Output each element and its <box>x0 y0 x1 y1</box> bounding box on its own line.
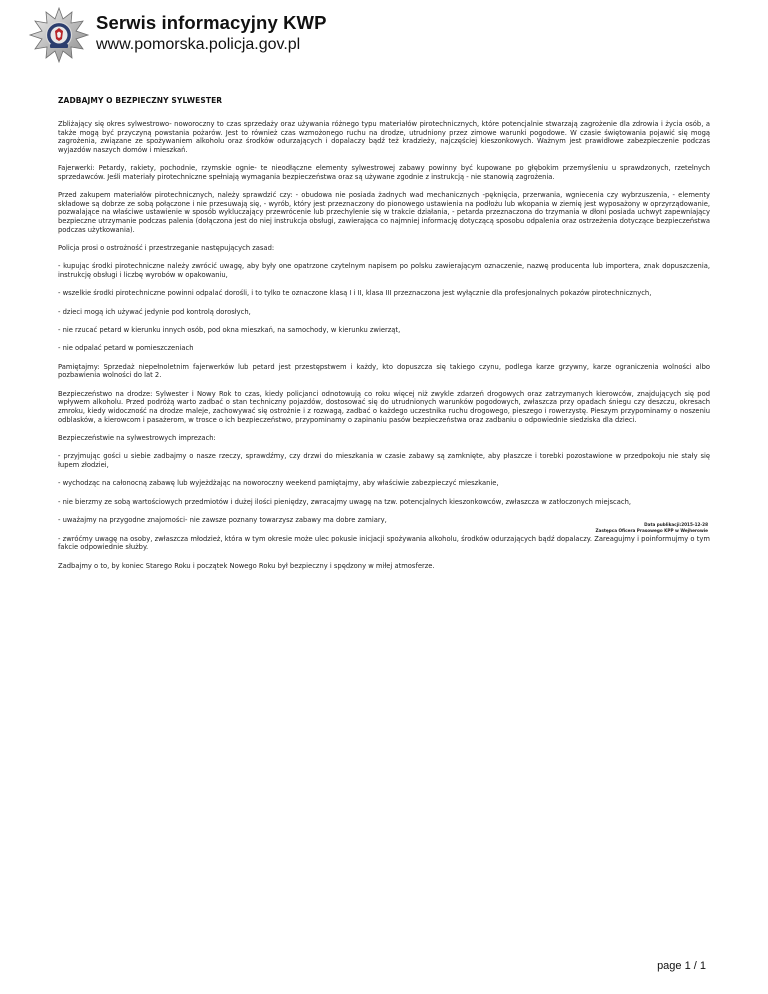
article-title: ZADBAJMY O BEZPIECZNY SYLWESTER <box>58 96 223 105</box>
paragraph-rule: - dzieci mogą ich używać jedynie pod kontrolą dorosłych, <box>58 307 251 316</box>
paragraph-party-rule: - przyjmując gości u siebie zadbajmy o nasze rzeczy, sprawdźmy, czy drzwi do mieszkania w czasie zabawy są zamknięte, aby płaszcze i torebki pozostawione w przedpokoju nie stały się łupem złodziei, <box>58 452 710 469</box>
paragraph-fireworks: Fajerwerki: Petardy, rakiety, pochodnie, rzymskie ognie- te nieodłączne elementy sylwestrowej zabawy powinny być kupowane po głębokim przemyśleniu u sprawdzonych, rzetelnych sprzedawców. Jeśli materiały pirotechniczne spełniają wymagania bezpieczeństwa oraz są używane zgodnie z instrukcją - nie stanowią zagrożenia. <box>58 164 710 181</box>
article-body <box>58 120 710 570</box>
page-number: page 1 / 1 <box>657 960 706 972</box>
publication-author: Zastępca Oficera Prasowego KPP w Wejherowie <box>595 528 708 533</box>
paragraph-rule: - nie odpalać petard w pomieszczeniach <box>58 344 194 353</box>
article <box>58 96 710 580</box>
paragraph-purchase-check: Przed zakupem materiałów pirotechnicznych, należy sprawdzić czy: - obudowa nie posiada żadnych wad mechanicznych -pęknięcia, przerwania, wgniecenia czy wybrzuszenia, - elementy składowe są dobrze ze sobą połączone i nie przesuwają się, - wyrób, który jest przeznaczony do pionowego ustawienia na podłożu lub wkopania w ziemię jest wyposażony w oprzyrządowanie, pozwalające na właściwe ustawienie w sposób wykluczający przewrócenie lub przechylenie się w trakcie działania, - petarda przeznaczona do trzymania w dłoni posiada uchwyt zapewniający bezpieczne utrzymanie podczas palenia (dołączona jest do niej instrukcja obsługi, zawierająca co najmniej informację dotyczącą sposobu odpalenia oraz ostrzeżenia dotyczące bezpieczeństwa podczas użytkowania). <box>58 191 710 234</box>
paragraph-party-rule: - uważajmy na przygodne znajomości- nie zawsze poznany towarzysz zabawy ma dobre zamiary, <box>58 516 387 525</box>
paragraph-rule: - wszelkie środki pirotechniczne powinni odpalać dorośli, i to tylko te oznaczone klasą I i II, klasa III przeznaczona jest wyłącznie dla profesjonalnych pokazów pirotechnicznych, <box>58 289 652 298</box>
paragraph-rule: - nie rzucać petard w kierunku innych osób, pod okna mieszkań, na samochody, w kierunku zwierząt, <box>58 326 401 335</box>
paragraph-closing: Zadbajmy o to, by koniec Starego Roku i początek Nowego Roku był bezpieczny i spędzony w miłej atmosferze. <box>58 561 435 570</box>
site-url: www.pomorska.policja.gov.pl <box>96 36 301 53</box>
site-title: Serwis informacyjny KWP <box>96 12 327 33</box>
publication-date: Data publikacji:2015-12-28 <box>644 522 708 527</box>
paragraph-party-safety-intro: Bezpieczeństwie na sylwestrowych imprezach: <box>58 434 216 443</box>
paragraph-party-rule: - nie bierzmy ze sobą wartościowych przedmiotów i dużej ilości pieniędzy, zwracajmy uwagę na tzw. potencjalnych kieszonkowców, zwłaszcza w zatłoczonych miejscach, <box>58 497 632 506</box>
paragraph-road-safety: Bezpieczeństwo na drodze: Sylwester i Nowy Rok to czas, kiedy policjanci odnotowują co roku więcej niż zwykle zdarzeń drogowych oraz zatrzymanych kierowców, znajdujących się pod wpływem alkoholu. Przed podróżą warto zadbać o stan techniczny pojazdów, dostosować się do utrudnionych warunków pogodowych, zwłaszcza przy opadach śniegu czy deszczu, okresach zmroku, kiedy widoczność na drodze maleje, zachowywać się ostrożnie i z rozwagą, zadbać o każdego uczestnika ruchu drogowego, pieszego i rowerzystę. Pieszym przypominamy o noszeniu odblasków, a kierowcom i pasażerom, w trosce o ich bezpieczeństwo, przypominamy o zapinaniu pasów bezpieczeństwa oraz zadbaniu o odpowiednie siedziska dla dzieci. <box>58 389 710 424</box>
paragraph-intro: Zbliżający się okres sylwestrowo- noworoczny to czas sprzedaży oraz używania różnego typu materiałów pirotechnicznych, które potencjalnie stwarzają zagrożenie dla zdrowia i życia osób, a także mogą być przyczyną powstania pożarów. Jest to również czas wzmożonego ruchu na drodze, utrudniony przez zimowe warunki pogodowe. W czasie świętowania pojawić się mogą zagrożenia, związane ze spożywaniem alkoholu oraz środków odurzających i dopalaczy bądź też kradzieży, najczęściej kieszonkowych. Ważnym jest prawidłowe zabezpieczenie podczas wyjazdów naszych domów i mieszkań. <box>58 120 710 154</box>
paragraph-party-rule: - zwróćmy uwagę na osoby, zwłaszcza młodzież, która w tym okresie może ulec pokusie inicjacji spożywania alkoholu, środków odurzających bądź dopalaczy. Zareagujmy i poinformujmy o tym fakcie odpowiednie służby. <box>58 534 710 552</box>
paragraph-rules-intro: Policja prosi o ostrożność i przestrzeganie następujących zasad: <box>58 243 275 252</box>
publication-meta <box>596 522 708 534</box>
paragraph-party-rule: - wychodząc na całonocną zabawę lub wyjeżdżając na noworoczny weekend pamiętajmy, aby właściwie zabezpieczyć mieszkanie, <box>58 479 499 488</box>
paragraph-reminder: Pamiętajmy: Sprzedaż niepełnoletnim fajerwerków lub petard jest przestępstwem i każdy, kto dopuszcza się takiego czynu, podlega karze grzywny, karze ograniczenia wolności albo pozbawienia wolności do lat 2. <box>58 362 710 380</box>
police-star-badge-icon <box>28 6 90 64</box>
site-header <box>28 6 628 66</box>
paragraph-rule: - kupując środki pirotechniczne należy zwrócić uwagę, aby były one opatrzone czytelnym napisem po polsku zawierającym oznaczenie, nazwę producenta lub importera, znak dopuszczenia, instrukcję obsługi i liczbę wyrobów w opakowaniu, <box>58 262 710 279</box>
